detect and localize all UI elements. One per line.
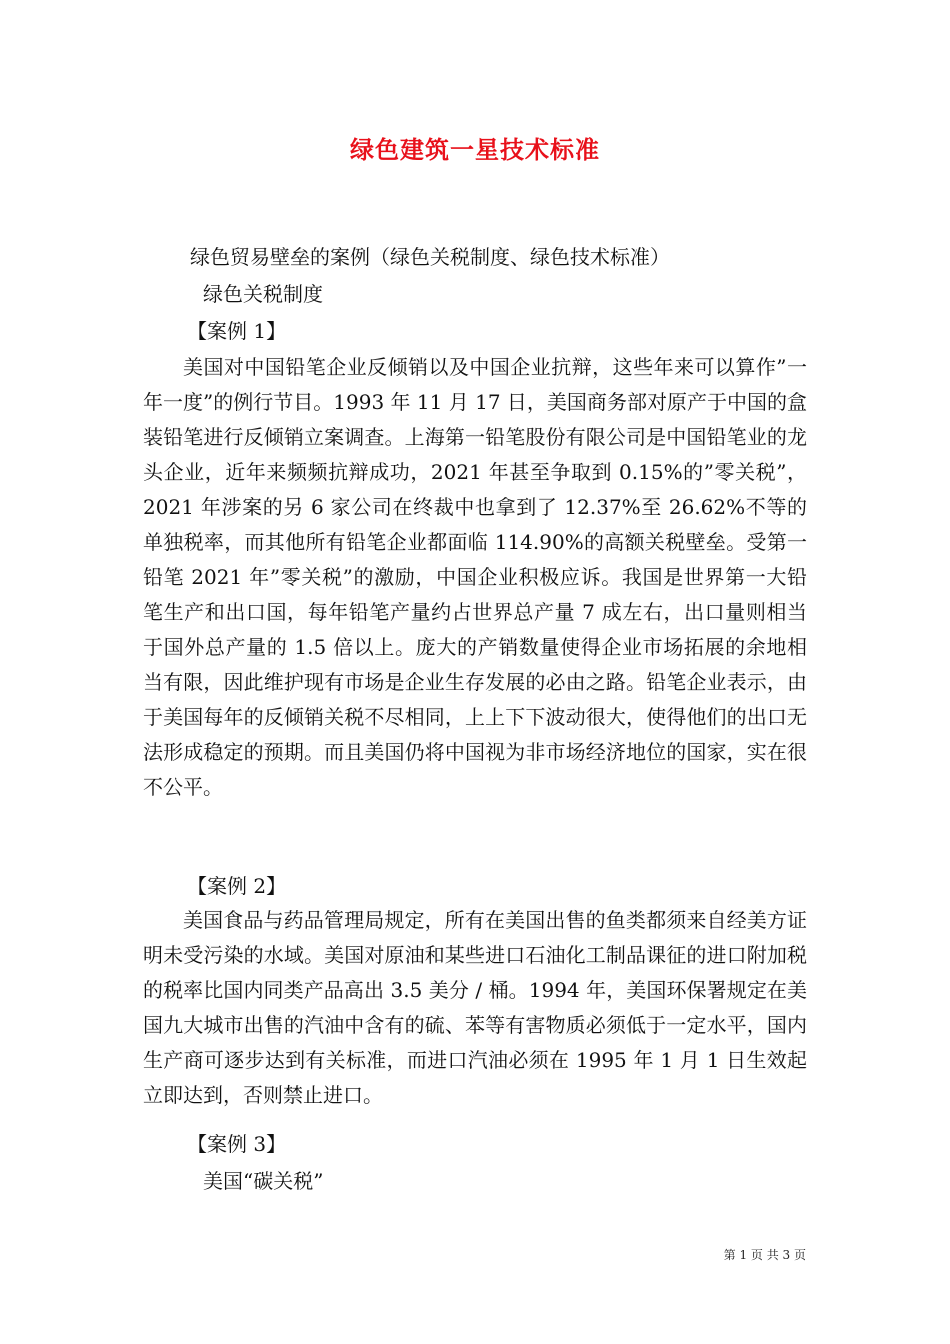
page-indicator: 第 1 页 共 3 页 xyxy=(723,1248,806,1262)
case-2-body: 美国食品与药品管理局规定，所有在美国出售的鱼类都须来自经美方证明未受污染的水域。美国对原油和某些进口石油化工制品课征的进口附加税的税率比国内同类产品高出 3.5 美分 / 桶。1994 年，美国环保署规定在美国九大城市出售的汽油中含有的硫、苯等有害物质必须低于一定水平，国内生产商可逐步达到有关标准，而进口汽油必须在 1995 年 1 月 1 日生效起立即达到，否则禁止进口。 xyxy=(143,908,807,1107)
case-1-body: 美国对中国铅笔企业反倾销以及中国企业抗辩，这些年来可以算作”一年一度”的例行节目。1993 年 11 月 17 日，美国商务部对原产于中国的盒装铅笔进行反倾销立案调查。上海第一铅笔股份有限公司是中国铅笔业的龙头企业，近年来频频抗辩成功，2021 年甚至争取到 0.15%的”零关税”，2021 年涉案的另 6 家公司在终裁中也拿到了 12.37%至 26.62%不等的单独税率，而其他所有铅笔企业都面临 114.90%的高额关税壁垒。受第一铅笔 2021 年”零关税”的激励，中国企业积极应诉。我国是世界第一大铅笔生产和出口国，每年铅笔产量约占世界总产量 7 成左右，出口量则相当于国外总产量的 1.5 倍以上。庞大的产销数量使得企业市场拓展的余地相当有限，因此维护现有市场是企业生存发展的必由之路。铅笔企业表示，由于美国每年的反倾销关税不尽相同，上上下下波动很大，使得他们的出口无法形成稳定的预期。而且美国仍将中国视为非市场经济地位的国家，实在很不公平。 xyxy=(143,355,807,799)
case-1-label: 【案例 1】 xyxy=(187,319,287,343)
case-3-body: 美国“碳关税” xyxy=(203,1169,324,1193)
intro-line: 绿色贸易壁垒的案例（绿色关税制度、绿色技术标准） xyxy=(190,245,670,269)
case-2-label: 【案例 2】 xyxy=(187,874,287,898)
page-title: 绿色建筑一星技术标准 xyxy=(350,135,600,164)
case-3-label: 【案例 3】 xyxy=(187,1132,287,1156)
section-heading: 绿色关税制度 xyxy=(203,282,323,306)
